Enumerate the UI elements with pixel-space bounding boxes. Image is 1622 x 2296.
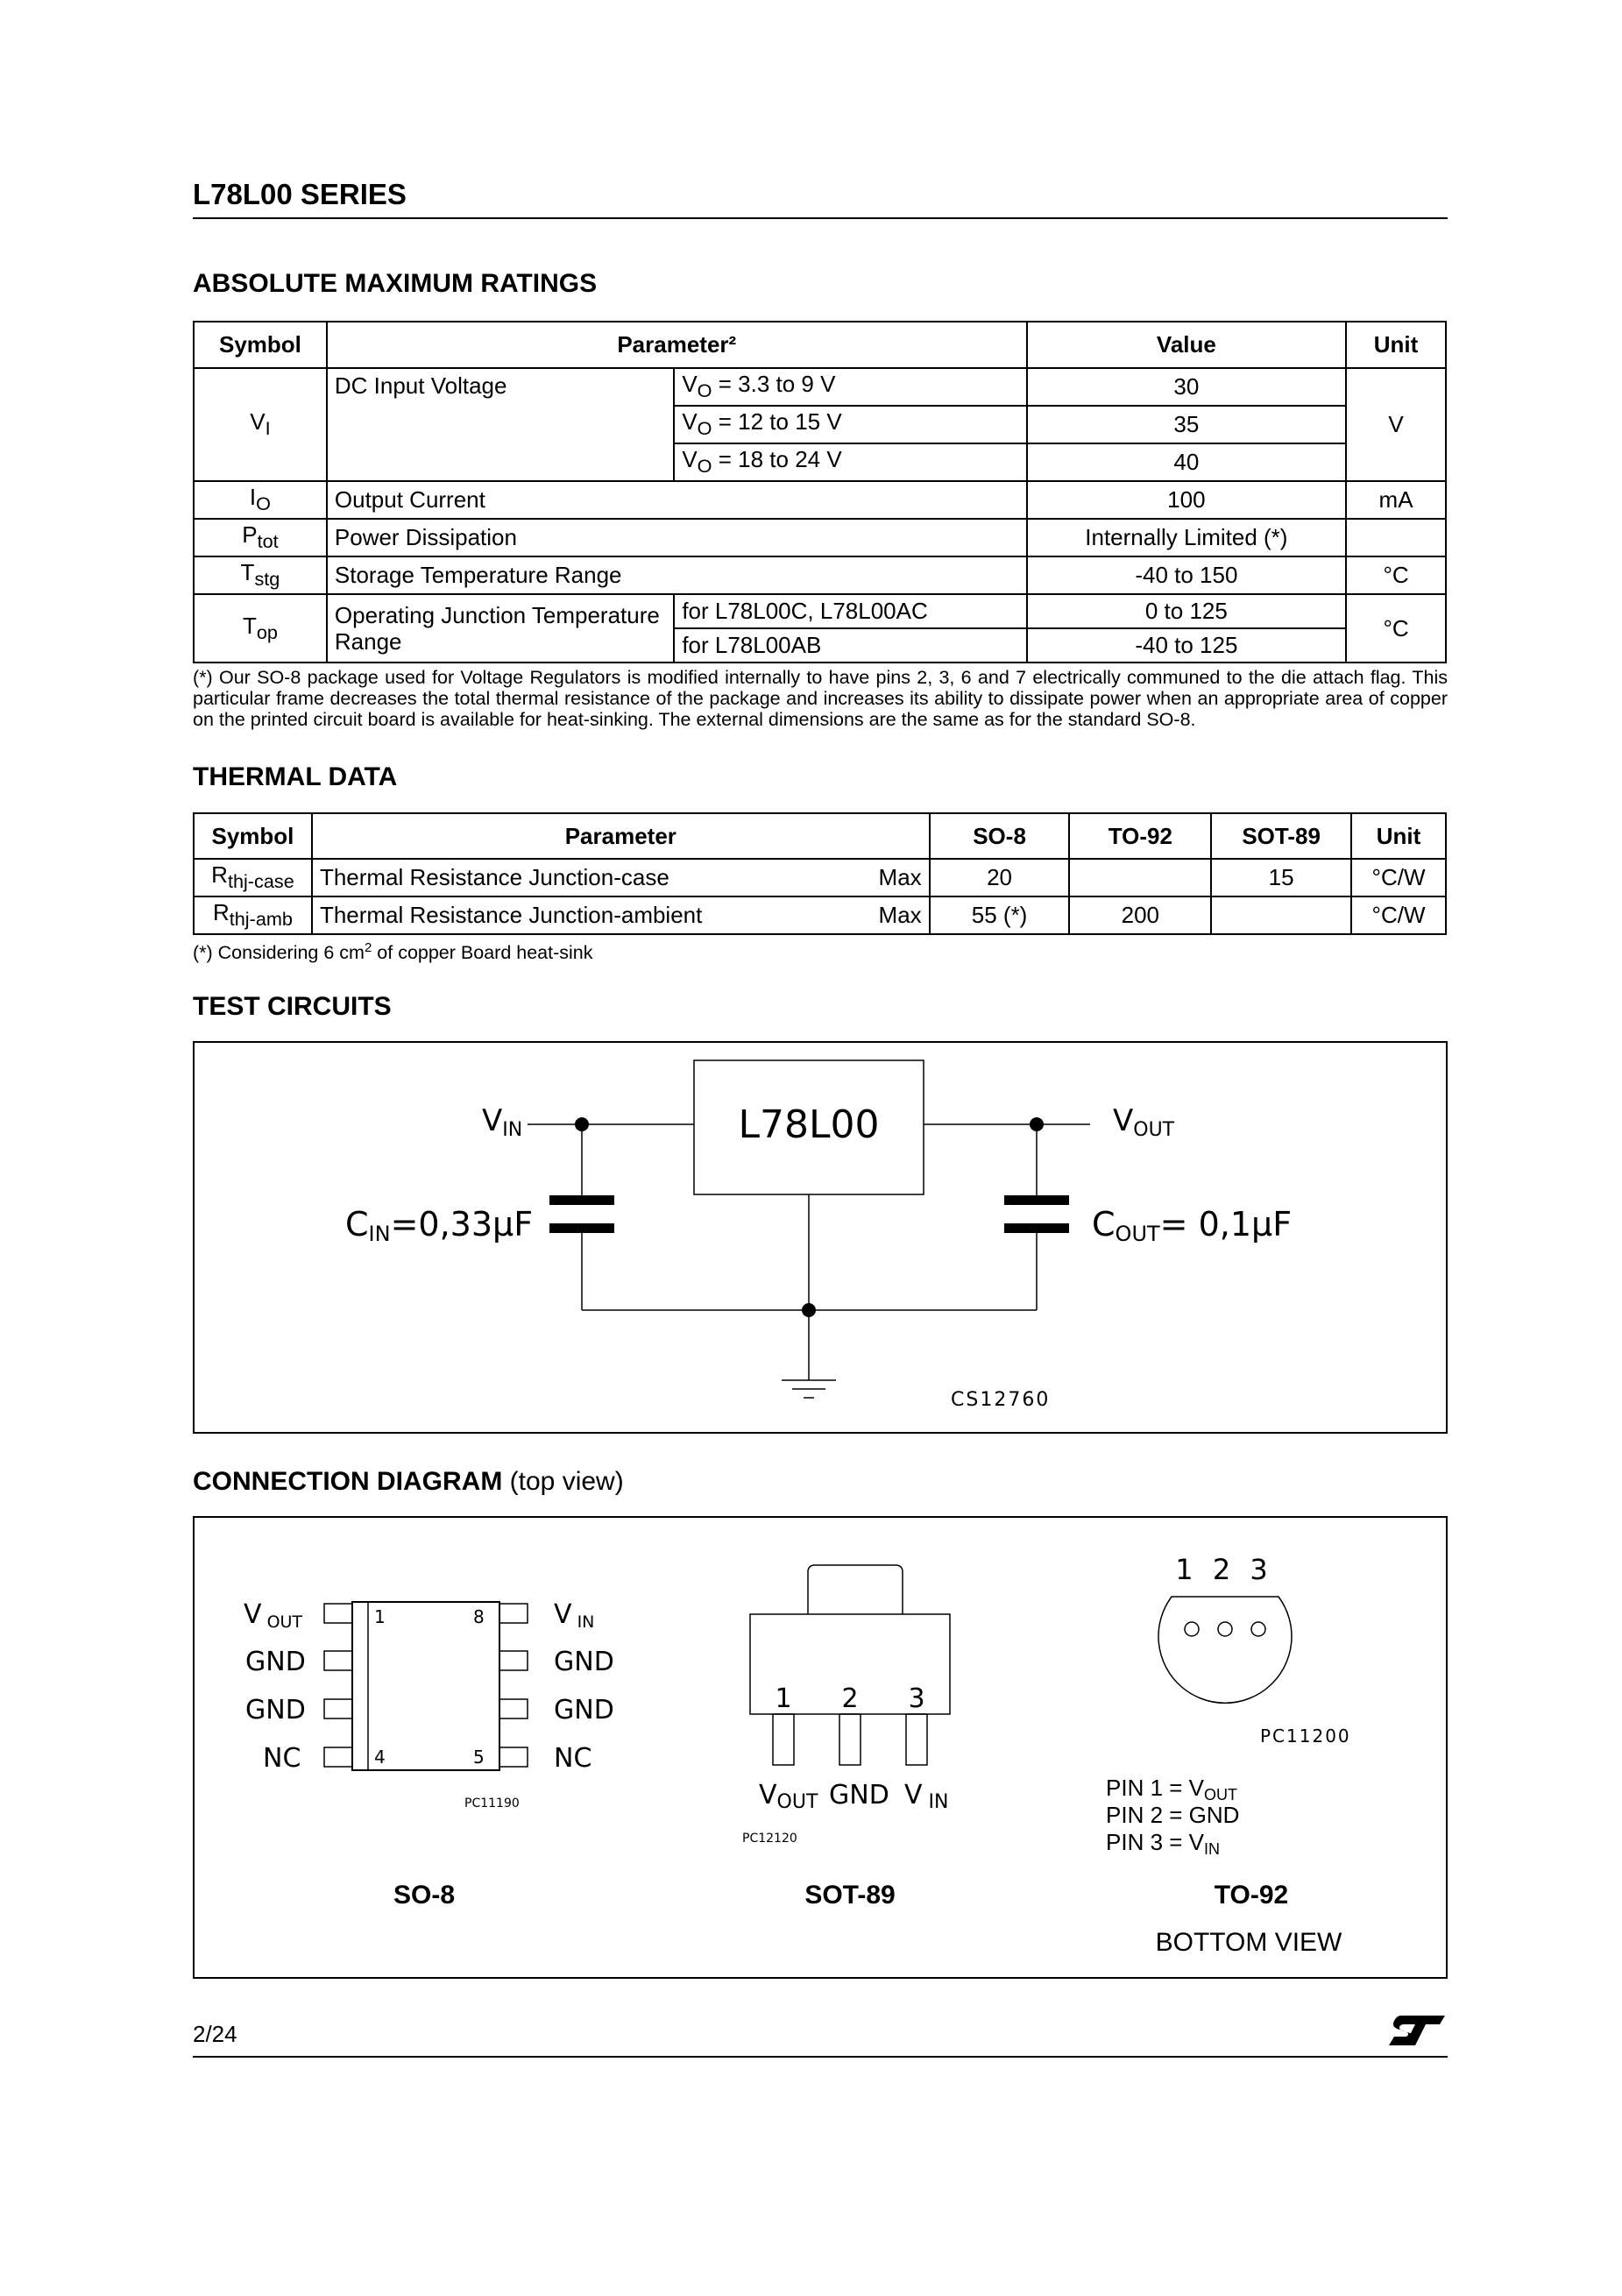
param-operating-junction-temp: Operating Junction Temperature Range (327, 594, 674, 663)
test-circuit-diagram (195, 1043, 1446, 1432)
rthj-case-so8: 20 (930, 859, 1070, 896)
header-rule (193, 217, 1448, 219)
vin-label: VIN (482, 1103, 523, 1141)
symbol-vi: $V_I$ (194, 368, 327, 481)
param-storage-temp: Storage Temperature Range (327, 556, 1027, 594)
thermal-col-parameter: Parameter (312, 813, 930, 859)
symbol-io: $I_O$ (194, 481, 327, 519)
value-vi-1: 30 (1027, 368, 1346, 406)
so8-pin-vin: V IN (554, 1599, 595, 1632)
so8-pin-gnd-left-1: GND (245, 1647, 306, 1677)
thermal-col-sot89: SOT-89 (1211, 813, 1351, 859)
value-tstg: -40 to 150 (1027, 556, 1346, 594)
cond-top-2: for L78L00AB (674, 628, 1026, 663)
chip-label: L78L00 (738, 1102, 880, 1147)
to92-pin-numbers: 1 2 3 (1175, 1553, 1273, 1586)
sot89-code: PC12120 (742, 1832, 797, 1846)
so8-pin-gnd-right-2: GND (554, 1695, 614, 1726)
absolute-max-table (193, 321, 1447, 663)
connection-diagram (195, 1518, 1446, 1977)
to92-bottom-view: BOTTOM VIEW (1155, 1928, 1342, 1957)
thermal-table (193, 812, 1447, 935)
param-rthj-amb: Thermal Resistance Junction-ambient Max (312, 896, 930, 934)
document-title: L78L00 SERIES (193, 178, 407, 210)
cout-plate-bottom (1004, 1223, 1069, 1233)
so8-label: SO-8 (393, 1881, 456, 1910)
sot89-pin-3: 3 (908, 1683, 925, 1714)
param-output-current: Output Current (327, 481, 1027, 519)
so8-pin-gnd-left-2: GND (245, 1695, 306, 1726)
to92-pin-3-desc: PIN 3 = VIN (1106, 1829, 1220, 1858)
unit-ptot (1346, 519, 1446, 556)
thermal-col-so8: SO-8 (930, 813, 1070, 859)
footer-rule (193, 2056, 1448, 2058)
so8-pin-nc-right: NC (554, 1743, 592, 1774)
rthj-amb-to92: 200 (1069, 896, 1211, 934)
symbol-tstg: $T_{stg}$ (194, 556, 327, 594)
connection-diagram-box (193, 1516, 1448, 1979)
cin-label: CIN=0,33μF (345, 1205, 534, 1246)
to92-pin-1-desc: PIN 1 = VOUT (1106, 1775, 1237, 1803)
so8-pin-gnd-right-1: GND (554, 1647, 614, 1677)
col-unit: Unit (1346, 322, 1446, 368)
value-vi-3: 40 (1027, 443, 1346, 481)
so8-pin-8: 8 (473, 1606, 485, 1627)
unit-io: mA (1346, 481, 1446, 519)
table-row (194, 896, 1446, 934)
so8-pin-nc-left: NC (263, 1743, 301, 1774)
value-top-1: 0 to 125 (1027, 594, 1346, 628)
unit-vi: V (1346, 368, 1446, 481)
table-row (194, 859, 1446, 896)
unit-tstg: °C (1346, 556, 1446, 594)
to92-package (1158, 1597, 1292, 1703)
value-io: 100 (1027, 481, 1346, 519)
param-power-dissipation: Power Dissipation (327, 519, 1027, 556)
rthj-amb-so8: 55 (*) (930, 896, 1070, 934)
rthj-amb-unit: °C/W (1351, 896, 1446, 934)
cin-plate-top (549, 1195, 614, 1205)
value-vi-2: 35 (1027, 406, 1346, 443)
param-dc-input-voltage: DC Input Voltage (327, 368, 674, 481)
thermal-col-symbol: Symbol (194, 813, 312, 859)
section-title-connection: CONNECTION DIAGRAM (top view) (193, 1467, 624, 1496)
page-number: 2/24 (193, 2021, 237, 2047)
to92-label: TO-92 (1214, 1881, 1289, 1910)
sot89-name-vin: V IN (904, 1780, 949, 1813)
rthj-case-to92 (1069, 859, 1211, 896)
unit-top: °C (1346, 594, 1446, 663)
sot89-pin-1: 1 (775, 1683, 792, 1714)
to92-code: PC11200 (1260, 1726, 1351, 1747)
col-value: Value (1027, 322, 1346, 368)
sot89-package (750, 1565, 950, 1765)
so8-pin-vout: V OUT (244, 1599, 303, 1632)
cond-vo-3: $V_O = 18$ to 24 V (674, 443, 1026, 481)
sot89-name-gnd: GND (829, 1780, 889, 1811)
section-title-absolute-max: ABSOLUTE MAXIMUM RATINGS (193, 269, 598, 298)
so8-pin-5: 5 (473, 1747, 485, 1768)
sot89-label: SOT-89 (804, 1881, 896, 1910)
section-title-test-circuits: TEST CIRCUITS (193, 992, 392, 1021)
rthj-case-sot89: 15 (1211, 859, 1351, 896)
cout-label: COUT= 0,1μF (1092, 1205, 1293, 1246)
so8-package (324, 1602, 528, 1770)
cond-vo-1: $V_O = 3.3$ to 9 V (674, 368, 1026, 406)
so8-code: PC11190 (464, 1796, 520, 1811)
col-symbol: Symbol (194, 322, 327, 368)
sot89-pin-2: 2 (841, 1683, 859, 1714)
rthj-amb-sot89 (1211, 896, 1351, 934)
test-circuit-box (193, 1041, 1448, 1434)
figure-code: CS12760 (951, 1389, 1051, 1411)
rthj-case-unit: °C/W (1351, 859, 1446, 896)
symbol-rthj-case: $R_{thj-case}$ (194, 859, 312, 896)
vout-label: VOUT (1113, 1103, 1175, 1141)
symbol-ptot: $P_{tot}$ (194, 519, 327, 556)
cin-plate-bottom (549, 1223, 614, 1233)
thermal-col-unit: Unit (1351, 813, 1446, 859)
symbol-rthj-amb: $R_{thj-amb}$ (194, 896, 312, 934)
symbol-top: $T_{op}$ (194, 594, 327, 663)
sot89-name-vout: VOUT (759, 1780, 818, 1813)
cond-vo-2: $V_O = 12$ to 15 V (674, 406, 1026, 443)
to92-pin-2-desc: PIN 2 = GND (1106, 1802, 1240, 1828)
value-ptot: Internally Limited (*) (1027, 519, 1346, 556)
thermal-note: (*) Considering 6 $cm^2$ of copper Board heat-sink (193, 940, 593, 964)
param-rthj-case: Thermal Resistance Junction-case Max (312, 859, 930, 896)
cond-top-1: for L78L00C, L78L00AC (674, 594, 1026, 628)
so8-pin-4: 4 (374, 1747, 386, 1768)
col-parameter: Parameter² (327, 322, 1027, 368)
value-top-2: -40 to 125 (1027, 628, 1346, 663)
cout-plate-top (1004, 1195, 1069, 1205)
section-title-thermal: THERMAL DATA (193, 762, 398, 791)
thermal-col-to92: TO-92 (1069, 813, 1211, 859)
so8-pin-1: 1 (374, 1606, 386, 1627)
absolute-max-note: (*) Our SO-8 package used for Voltage Regulators is modified internally to have pins 2, 3, 6 and 7 electrically communed to the die attach flag. This particular frame decreases the total thermal resistance of the package and increases its ability to dissipate power when an appropriate area of copper on the printed circuit board is available for heat-sinking. The external dimensions are the same as for the standard SO-8. (193, 667, 1448, 730)
st-logo-icon (1387, 2014, 1447, 2047)
gnd-node (802, 1303, 816, 1317)
